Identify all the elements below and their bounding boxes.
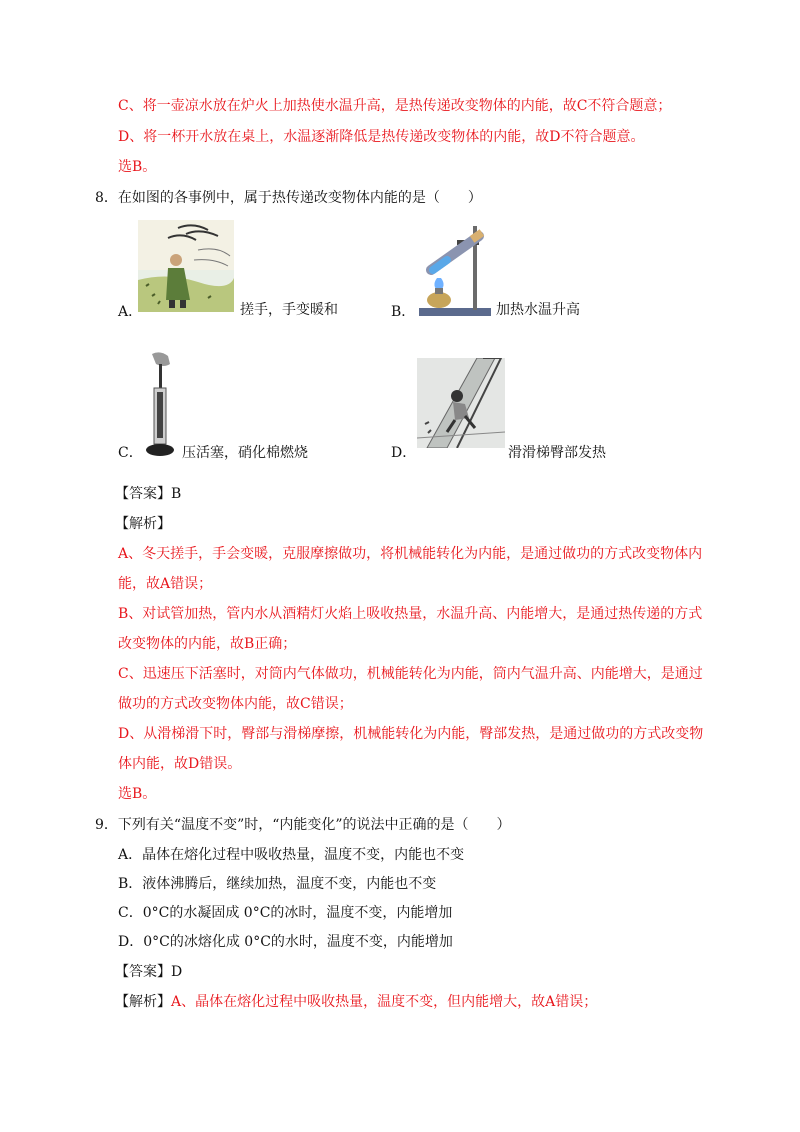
q9-answer: 【答案】D [115, 964, 183, 980]
q8-analysis-line-7: D、从滑梯滑下时，臀部与滑梯摩擦，机械能转化为内能，臀部发热，是通过做功的方式改变物 [118, 726, 704, 742]
q8-analysis-line-8: 体内能，故D错误。 [118, 756, 242, 772]
person-in-wind-figure [138, 220, 234, 312]
piston-cylinder-figure [140, 350, 180, 460]
q9-analysis-heading: 【解析】 [115, 994, 171, 1010]
q8-analysis-line-3: B、对试管加热，管内水从酒精灯火焰上吸收热量，水温升高、内能增大，是通过热传递的方式 [118, 606, 703, 622]
q9-analysis-text: A、晶体在熔化过程中吸收热量，温度不变，但内能增大，故A错误； [171, 994, 598, 1010]
heating-test-tube-figure [417, 220, 493, 320]
q8-analysis-heading: 【解析】 [115, 516, 171, 532]
q8-analysis-line-5: C、迅速压下活塞时，对筒内气体做功，机械能转化为内能，筒内气温升高、内能增大，是通过 [118, 666, 703, 682]
child-on-slide-figure [417, 358, 505, 448]
q8-analysis-line-6: 做功的方式改变物体内能，故C错误； [118, 696, 353, 712]
q8-analysis-line-9: 选B。 [118, 786, 157, 802]
q8-analysis-line-1: A、冬天搓手，手会变暖，克服摩擦做功，将机械能转化为内能，是通过做功的方式改变物体内 [118, 546, 703, 562]
q9-option-a: A．晶体在熔化过程中吸收热量，温度不变，内能也不变 [118, 847, 465, 863]
q9-analysis-first-line [115, 992, 597, 1012]
q8-option-d-caption: 滑滑梯臀部发热 [508, 445, 606, 461]
q8-option-a-letter: A． [118, 304, 143, 320]
q8-analysis-line-4: 改变物体的内能，故B正确； [118, 636, 297, 652]
q8-option-c-caption: 压活塞，硝化棉燃烧 [182, 445, 308, 461]
prev-solution-line-3: 选B。 [118, 159, 157, 175]
q8-option-c-letter: C． [118, 445, 143, 461]
q8-option-b-letter: B． [391, 304, 416, 320]
prev-solution-line-1: C、将一壶凉水放在炉火上加热使水温升高，是热传递改变物体的内能，故C不符合题意； [118, 98, 672, 114]
q8-analysis-line-2: 能，故A错误； [118, 576, 213, 592]
q8-option-d-letter: D． [391, 445, 417, 461]
q8-stem: 8．在如图的各事例中，属于热传递改变物体内能的是（ ） [95, 190, 482, 206]
q9-stem: 9．下列有关“温度不变”时，“内能变化”的说法中正确的是（ ） [95, 817, 511, 833]
q8-option-b-caption: 加热水温升高 [496, 302, 580, 318]
q9-option-c: C．0°C的水凝固成 0°C的冰时，温度不变，内能增加 [118, 905, 453, 921]
q8-answer: 【答案】B [115, 486, 182, 502]
q9-option-b: B．液体沸腾后，继续加热，温度不变，内能也不变 [118, 876, 437, 892]
q8-option-a-caption: 搓手，手变暖和 [240, 302, 338, 318]
prev-solution-line-2: D、将一杯开水放在桌上，水温逐渐降低是热传递改变物体的内能，故D不符合题意。 [118, 129, 645, 145]
q9-option-d: D．0°C的冰熔化成 0°C的水时，温度不变，内能增加 [118, 934, 453, 950]
